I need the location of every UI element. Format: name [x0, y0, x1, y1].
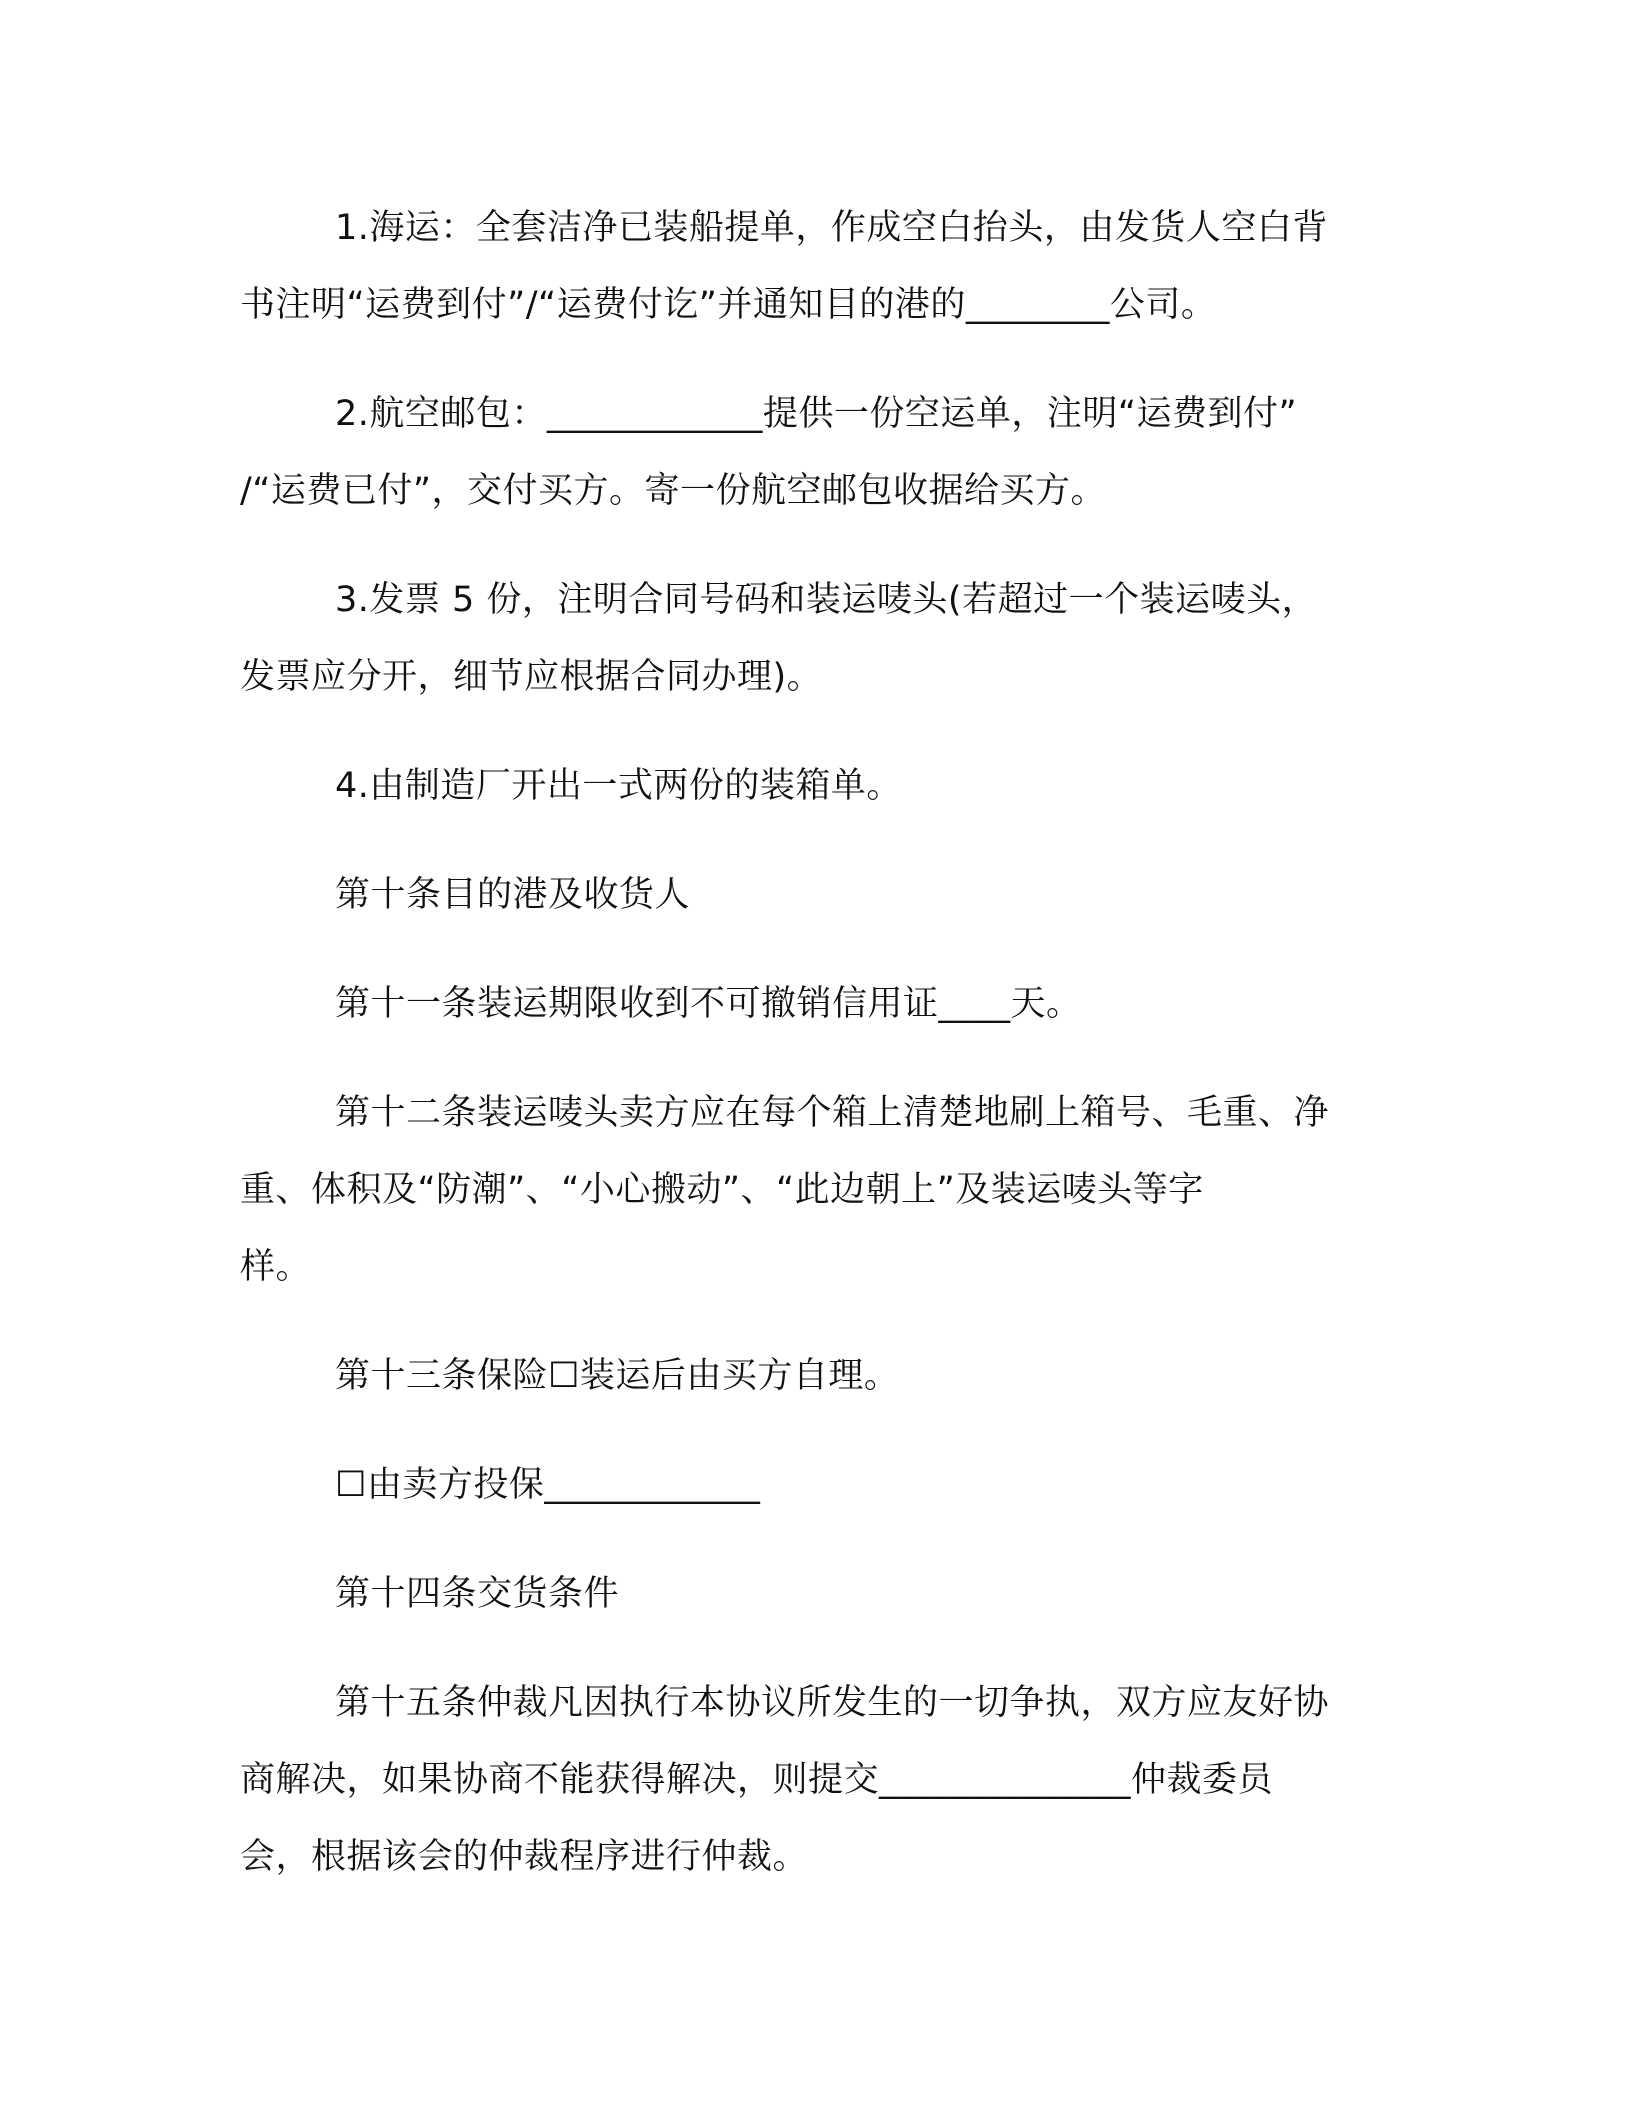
paragraph-packing-list — [240, 748, 1380, 825]
text-line: 第十一条装运期限收到不可撤销信用证____天。 — [335, 984, 1082, 1024]
text-line: 第十三条保险☐装运后由买方自理。 — [335, 1356, 900, 1396]
paragraph-air-parcel — [240, 376, 1380, 530]
text-line: 第十二条装运唛头卖方应在每个箱上清楚地刷上箱号、毛重、净 — [335, 1093, 1330, 1133]
text-line: 发票应分开，细节应根据合同办理)。 — [240, 657, 823, 697]
clause-10-heading — [240, 857, 1380, 934]
text-line: 第十四条交货条件 — [335, 1574, 620, 1614]
text-line: /“运费已付”，交付买方。寄一份航空邮包收据给买方。 — [240, 471, 1107, 511]
text-line: 重、体积及“防潮”、“小心搬动”、“此边朝上”及装运唛头等字 — [240, 1170, 1204, 1210]
text-line: 2.航空邮包：____________提供一份空运单，注明“运费到付” — [335, 394, 1298, 434]
text-line: 书注明“运费到付”/“运费付讫”并通知目的港的________公司。 — [240, 285, 1217, 325]
text-line: 4.由制造厂开出一式两份的装箱单。 — [335, 766, 902, 806]
text-line: 商解决，如果协商不能获得解决，则提交______________仲裁委员 — [240, 1760, 1274, 1800]
clause-13-option — [240, 1447, 1380, 1524]
document-body — [240, 190, 1380, 1928]
paragraph-invoice — [240, 562, 1380, 716]
text-line: 会，根据该会的仲裁程序进行仲裁。 — [240, 1837, 809, 1877]
clause-11 — [240, 966, 1380, 1043]
text-line: ☐由卖方投保____________ — [335, 1465, 761, 1505]
clause-14-heading — [240, 1556, 1380, 1633]
paragraph-sea-transport — [240, 190, 1380, 344]
text-line: 1.海运：全套洁净已装船提单，作成空白抬头，由发货人空白背 — [335, 208, 1328, 248]
text-line: 第十五条仲裁凡因执行本协议所发生的一切争执，双方应友好协 — [335, 1683, 1330, 1723]
text-line: 样。 — [240, 1247, 312, 1287]
clause-15 — [240, 1665, 1380, 1896]
text-line: 3.发票 5 份，注明合同号码和装运唛头(若超过一个装运唛头， — [335, 580, 1318, 620]
clause-13 — [240, 1338, 1380, 1415]
text-line: 第十条目的港及收货人 — [335, 875, 691, 915]
clause-12 — [240, 1075, 1380, 1306]
